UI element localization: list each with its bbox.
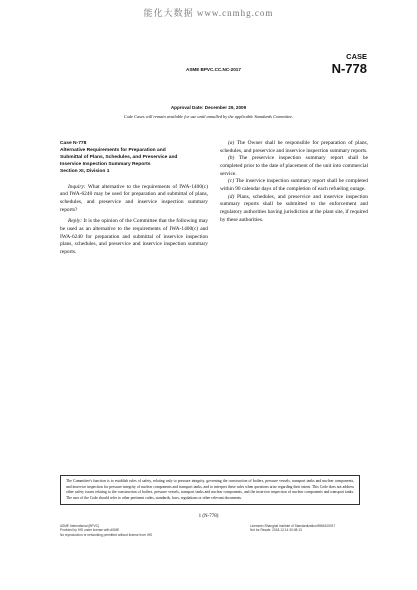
case-title-line: Alternative Requirements for Preparation and	[60, 148, 166, 154]
list-item	[220, 140, 368, 155]
license-line: Provided by IHS under license with ASME	[60, 528, 120, 533]
left-column	[60, 140, 208, 257]
case-title-line: Inservice Inspection Summary Reports	[60, 162, 151, 168]
case-title-line: Case N-778	[60, 141, 87, 146]
reply-text: It is the opinion of the Committee that the following may be used as an alternative to the requirements of IWA-1400(c) and IWA-6240 for preparation and submittal of inservice inspection plans, schedules, and preservice and inservice inspection summary reports.	[60, 218, 208, 255]
inquiry-label: Inquiry:	[68, 183, 86, 190]
list-item	[220, 155, 368, 178]
license-line: Licensee=Shanghai Institute of Standardization/5966100917	[250, 524, 336, 528]
item-text: The preservice inspection summary report shall be completed prior to the date of placement of the unit into commercial service.	[220, 155, 368, 177]
committee-function-note: The Committee's function is to establish rules of safety, relating only to pressure integrity, governing the construction of boilers, pressure vessels, transport tanks and nuclear components, and inservice inspection for pressure integrity of nuclear components and transport tanks, and to interpret these rules when questions arise regarding their intent. This Code does not address other safety issues relating to the construction of boilers, pressure vessels, transport tanks and nuclear components, and the inservice inspection of nuclear components and transport tanks. The user of the Code should refer to other pertinent codes, standards, laws, regulations or other relevant documents.	[60, 475, 360, 505]
item-label: (b)	[228, 155, 235, 162]
license-line: ASME International (BPVC)	[60, 524, 100, 528]
case-title-block	[60, 140, 208, 176]
case-number: N-778	[331, 61, 367, 76]
license-line: Not for Resale, 2018-12-14 00:08:13	[250, 528, 302, 533]
approval-note: Code Cases will remain available for use until annulled by the applicable Standards Committee.	[123, 114, 294, 119]
license-info-left	[60, 524, 210, 537]
code-reference: ASME BPVC.CC.NC-2017	[186, 67, 241, 72]
case-label: CASE	[346, 52, 367, 61]
right-column	[220, 140, 368, 224]
item-label: (c)	[228, 178, 234, 185]
reply-paragraph	[60, 218, 208, 256]
item-text: The Owner shall be responsible for preparation of plans, schedules, and preservice and inservice inspection summary reports.	[220, 140, 368, 154]
inquiry-paragraph	[60, 184, 208, 215]
list-item	[220, 178, 368, 193]
license-info-right	[250, 524, 400, 533]
item-text: The inservice inspection summary report shall be completed within 90 calendar days of the completion of each refueling outage.	[220, 178, 368, 193]
case-title-line: Section XI, Division 1	[60, 169, 110, 175]
item-label: (a)	[228, 140, 235, 146]
approval-date: Approval Date: December 29, 2009	[170, 105, 247, 110]
reply-label: Reply:	[68, 218, 83, 225]
license-line: No reproduction or networking permitted without license from IHS	[60, 532, 153, 537]
inquiry-text: What alternative to the requirements of IWA-1400(c) and IWA-6240 may be used for preparation and submittal of plans, schedules, and preservice and inservice inspection summary reports?	[60, 183, 208, 213]
watermark-text: 能化大数据 www.cnmhg.com	[143, 8, 274, 18]
case-title-line: Submittal of Plans, Schedules, and Preservice and	[60, 155, 178, 161]
list-item	[220, 194, 368, 225]
page-number: 1 (N-778)	[198, 514, 219, 519]
item-text: Plans, schedules, and preservice and inservice inspection summary reports shall be submitted to the enforcement and regulatory authorities having jurisdiction at the plant site, if required by these authorities.	[220, 193, 368, 223]
item-label: (d)	[228, 193, 235, 200]
